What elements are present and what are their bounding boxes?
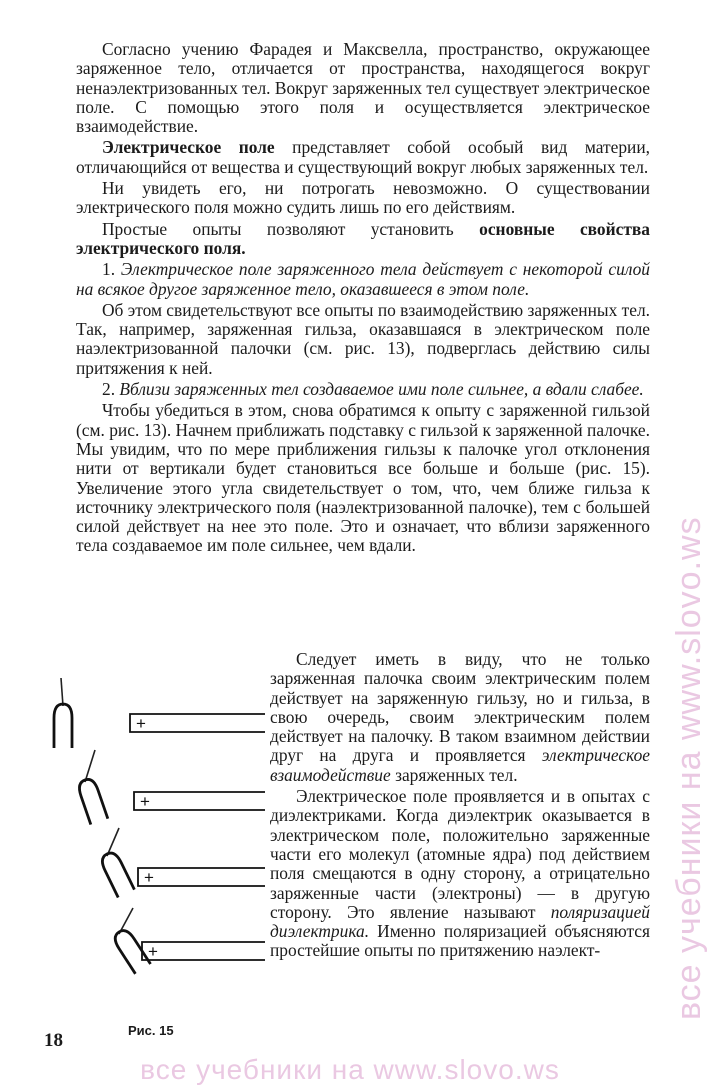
main-paragraph xyxy=(76,401,650,555)
main-paragraph xyxy=(76,260,650,299)
plus-sign: + xyxy=(148,942,158,961)
page-number: 18 xyxy=(44,1030,63,1051)
italic-text: Вблизи заряженных тел создаваемое ими поле сильнее, а вдали слабее. xyxy=(119,379,644,400)
sleeve-and-rod-pair xyxy=(111,908,265,974)
text-run: Простые опыты позволяют установить xyxy=(102,218,480,239)
main-paragraph xyxy=(76,380,650,399)
charged-rod xyxy=(130,714,265,732)
main-paragraph xyxy=(76,301,650,378)
charged-rod xyxy=(138,868,265,886)
plus-sign: + xyxy=(140,792,150,811)
figure-15 xyxy=(35,668,265,1028)
plus-sign: + xyxy=(136,714,146,733)
bottom-watermark: все учебники на www.slovo.ws xyxy=(140,1054,560,1085)
text-run: Чтобы убедиться в этом, снова обратимся к опыту с заряженной гильзой (см. рис. 13). Начнем приближать подставку с гильзой к заряженной палочке. Мы увидим, что по мере приближения гильзы к палочке угол отклонения нити от вертикали будет становиться все больше и больше (рис. 15). Увеличение этого угла свидетельствует о том, что, чем ближе гильза к источнику электрического поля (наэлектризованной палочке), тем с большей силой действует на нее это поле. Это и означает, что вблизи заряженного тела создаваемое им поле сильнее, чем вдали. xyxy=(76,400,650,556)
text-run: 1. xyxy=(102,259,121,280)
text-run: 2. xyxy=(102,379,120,400)
thread xyxy=(61,678,63,706)
main-paragraph xyxy=(76,138,650,177)
sleeve-and-rod-pair xyxy=(99,828,265,897)
italic-text: Электрическое поле заряженного тела действует с некоторой силой на всякое другое заряженное тело, оказавшееся в этом поле. xyxy=(76,259,651,299)
text-run: Ни увидеть его, ни потрогать невозможно. О существовании электрического поля можно судить лишь по его действиям. xyxy=(76,178,650,218)
main-paragraph xyxy=(76,220,650,259)
sleeve xyxy=(99,850,134,897)
text-run: Именно поляризацией объясняются простейшие опыты по притяжению наэлект- xyxy=(270,921,650,961)
text-run: Электрическое поле проявляется и в опытах с диэлектриками. Когда диэлектрик оказывается в электрическом поле, положительно заряженные части его молекул (атомные ядра) под действием поля смещаются в одну сторону, а отрицательно заряженные части (электроны) — в другую сторону. Это явление называют xyxy=(270,786,650,922)
sleeve-and-rod-pair xyxy=(76,750,265,825)
sleeve xyxy=(54,704,72,748)
side-watermark xyxy=(668,90,708,1030)
text-run: Следует иметь в виду, что не только заряженная палочка своим электрическим полем действует на заряженную гильзу, но и гильза, в свою очередь, своим электрическим полем действует на палочку. В таком взаимном действии друг на друга и проявляется xyxy=(270,649,650,766)
side-watermark-text: все учебники на www.slovo.ws xyxy=(670,516,708,1020)
italic-text: электрическое взаимодействие xyxy=(270,745,650,785)
bold-term: основные свойства электрического поля. xyxy=(76,218,650,258)
charged-rod xyxy=(134,792,265,810)
italic-text: поляризацией диэлектрика. xyxy=(270,901,650,942)
figure-caption: Рис. 15 xyxy=(128,1023,174,1038)
main-text-block xyxy=(76,40,650,556)
sleeve xyxy=(76,777,107,824)
text-run: Об этом свидетельствуют все опыты по взаимодействию заряженных тел. Так, например, заряженная гильза, оказавшаяся в электрическом поле наэлектризованной палочки (см. рис. 13), подверглась действию силы притяжения к ней. xyxy=(76,299,650,378)
wrapped-text-block xyxy=(270,650,650,961)
charged-rod xyxy=(142,942,265,960)
main-paragraph xyxy=(76,179,650,218)
wrap-paragraph xyxy=(270,787,650,961)
text-run: заряженных тел. xyxy=(390,764,518,785)
plus-sign: + xyxy=(144,868,154,887)
main-paragraph xyxy=(76,40,650,136)
text-run: Согласно учению Фарадея и Максвелла, пространство, окружающее заряженное тело, отличается от пространства, находящегося вокруг ненаэлектризованных тел. Вокруг заряженных тел существует электрическое поле. С помощью этого поля и осуществляется электрическое взаимодействие. xyxy=(76,39,650,137)
bold-term: Электрическое поле xyxy=(102,137,275,158)
thread xyxy=(107,828,119,856)
sleeve xyxy=(111,927,150,974)
thread xyxy=(85,750,95,782)
text-run: представляет собой особый вид материи, отличающийся от вещества и существующий вокруг любых заряженных тел. xyxy=(76,137,650,177)
figure-15-drawing xyxy=(35,668,265,1028)
wrap-paragraph xyxy=(270,650,650,785)
sleeve-and-rod-pair xyxy=(54,678,265,748)
